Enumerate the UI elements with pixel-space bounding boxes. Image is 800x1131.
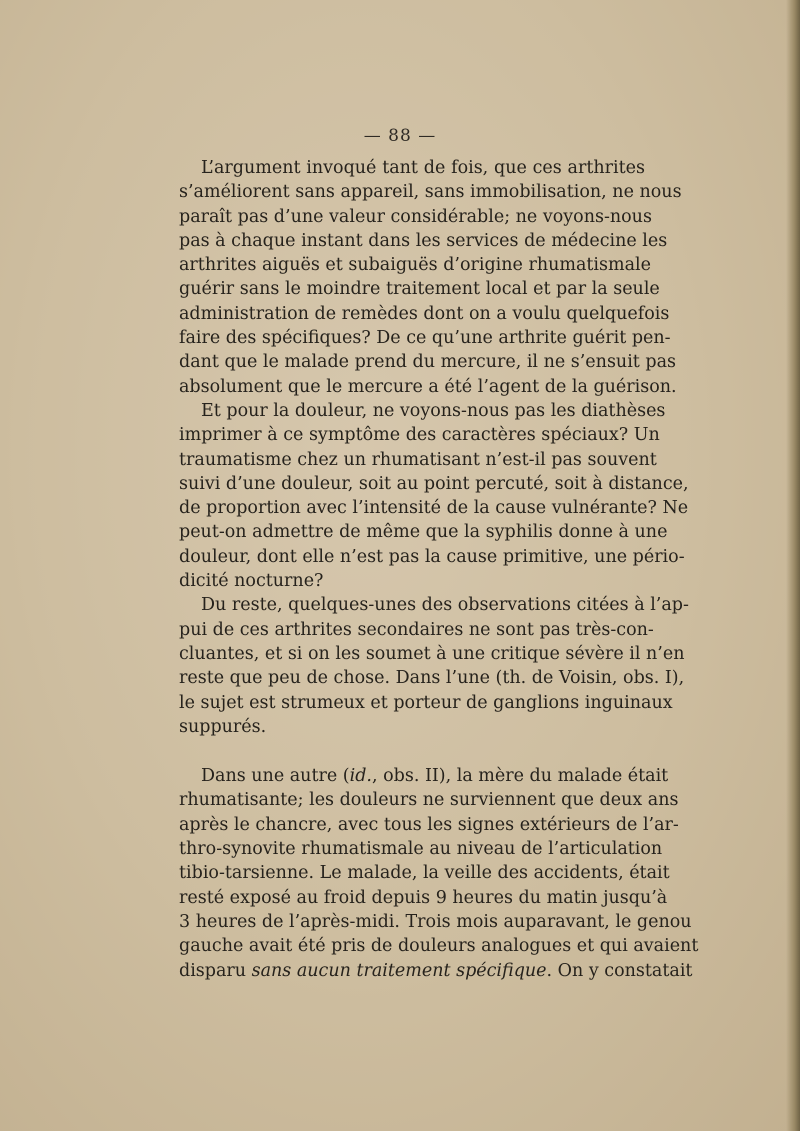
text-line: tibio-tarsienne. Le malade, la veille des accidents, était	[179, 863, 670, 884]
text-line: dicité nocturne?	[179, 571, 324, 592]
text-line: le sujet est strumeux et porteur de ganglions inguinaux	[179, 692, 673, 713]
text-line: Du reste, quelques-unes des observations citées à l’ap-	[201, 595, 689, 616]
text-line: pui de ces arthrites secondaires ne sont pas très-con-	[179, 619, 654, 640]
text-line: arthrites aiguës et subaiguës d’origine rhumatismale	[179, 255, 651, 276]
text-line: peut-on admettre de même que la syphilis donne à une	[179, 522, 668, 543]
text-line: thro-synovite rhumatismale au niveau de l’articulation	[179, 839, 663, 860]
text-line: reste que peu de chose. Dans l’une (th. de Voisin, obs. I),	[179, 668, 685, 689]
text-line: traumatisme chez un rhumatisant n’est-il pas souvent	[179, 449, 657, 470]
text-line: L’argument invoqué tant de fois, que ces arthrites	[201, 158, 645, 178]
text-line	[179, 764, 669, 788]
text-line: guérir sans le moindre traitement local et par la seule	[179, 279, 660, 300]
text-line: suppurés.	[179, 716, 267, 737]
text-segment: Dans une autre (	[201, 766, 350, 787]
page-edge	[786, 0, 800, 1131]
text-line: imprimer à ce symptôme des caractères spéciaux? Un	[179, 425, 660, 446]
text-line: Et pour la douleur, ne voyons-nous pas les diathèses	[201, 400, 666, 421]
italic-abbrev: id.	[349, 766, 372, 787]
text-line: 3 heures de l’après-midi. Trois mois auparavant, le genou	[179, 911, 692, 932]
italic-phrase: sans aucun traitement spécifique	[251, 960, 547, 981]
paragraph-gap	[179, 739, 645, 764]
text-line: rhumatisante; les douleurs ne surviennent que deux ans	[179, 790, 679, 811]
text-segment: , obs. II), la mère du malade était	[371, 766, 669, 787]
body-text	[179, 156, 699, 983]
text-line: douleur, dont elle n’est pas la cause primitive, une pério-	[179, 546, 685, 567]
text-line: administration de remèdes dont on a voulu quelquefois	[179, 303, 670, 324]
text-line: pas à chaque instant dans les services de médecine les	[179, 230, 668, 251]
text-line: faire des spécifiques? De ce qu’une arthrite guérit pen-	[179, 328, 671, 349]
text-line: suivi d’une douleur, soit au point percuté, soit à distance,	[179, 473, 689, 494]
text-line: absolument que le mercure a été l’agent de la guérison.	[179, 376, 677, 397]
text-segment: disparu	[179, 960, 252, 981]
text-line: s’améliorent sans appareil, sans immobilisation, ne nous	[179, 182, 682, 203]
text-line: après le chancre, avec tous les signes extérieurs de l’ar-	[179, 814, 679, 835]
text-line: de proportion avec l’intensité de la cause vulnérante? Ne	[179, 498, 689, 519]
text-line: cluantes, et si on les soumet à une critique sévère il n’en	[179, 643, 685, 664]
text-line	[179, 959, 693, 983]
text-segment: . On y constatait	[546, 960, 693, 981]
text-line: gauche avait été pris de douleurs analogues et qui avaient	[179, 936, 699, 957]
text-line: resté exposé au froid depuis 9 heures du matin jusqu’à	[179, 887, 668, 908]
text-line: paraît pas d’une valeur considérable; ne voyons-nous	[179, 206, 652, 227]
text-line: dant que le malade prend du mercure, il ne s’ensuit pas	[179, 352, 676, 373]
page-number: — 88 —	[363, 126, 437, 146]
